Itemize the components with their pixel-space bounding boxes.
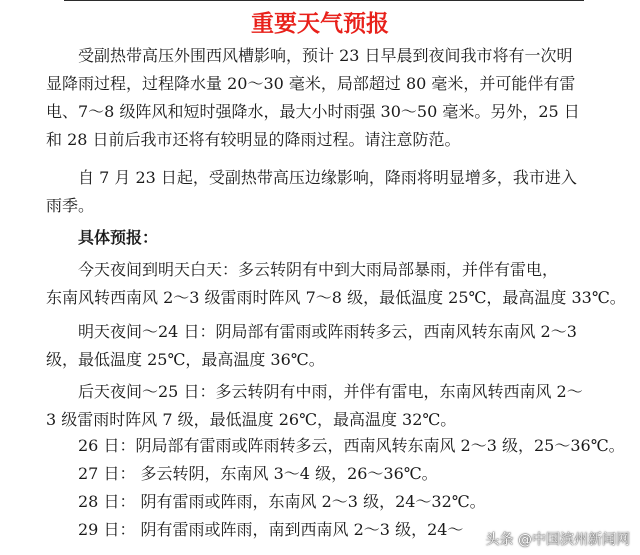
paragraph-line: 和 28 日前后我市还将有较明显的降雨过程。请注意防范。 [46,130,461,149]
top-divider [64,0,584,1]
daily-forecast-26: 26 日：阴局部有雷雨或阵雨转多云，西南风转东南风 2～3 级，25～36℃。 [78,436,625,455]
search-icon [468,530,482,548]
section-heading: 具体预报： [78,228,159,247]
daily-forecast-28: 28 日： 阴有雷雨或阵雨，东南风 2～3 级，24～32℃。 [78,492,486,511]
paragraph-line: 自 7 月 23 日起，受副热带高压边缘影响，降雨将明显增多，我市进入 [78,168,577,187]
paragraph-line: 雨季。 [46,196,95,215]
watermark-text: 头条 @中国滨州新闻网 [485,532,630,548]
forecast-line: 级，最低温度 25℃，最高温度 36℃。 [46,350,325,369]
paragraph-line: 电、7～8 级阵风和短时强降水，最大小时雨强 30～50 毫米。另外，25 日 [46,102,580,121]
paragraph-line: 受副热带高压外围西风槽影响，预计 23 日早晨到夜间我市将有一次明 [78,46,573,65]
daily-forecast-27: 27 日： 多云转阴，东南风 3～4 级，26～36℃。 [78,464,438,483]
forecast-line: 3 级雷雨时阵风 7 级，最低温度 26℃，最高温度 32℃。 [46,410,457,429]
forecast-line: 明天夜间～24 日：阴局部有雷雨或阵雨转多云，西南风转东南风 2～3 [78,322,577,341]
watermark [468,529,630,549]
page-title: 重要天气预报 [251,11,389,37]
forecast-line: 后天夜间～25 日：多云转阴有中雨，并伴有雷电，东南风转西南风 2～ [78,382,583,401]
daily-forecast-29: 29 日： 阴有雷雨或阵雨，南到西南风 2～3 级，24～ [78,520,464,539]
forecast-line: 今天夜间到明天白天：多云转阴有中到大雨局部暴雨，并伴有雷电， [78,260,559,279]
paragraph-line: 显降雨过程，过程降水量 20～30 毫米，局部超过 80 毫米，并可能伴有雷 [46,74,576,93]
forecast-line: 东南风转西南风 2～3 级雷雨时阵风 7～8 级，最低温度 25℃，最高温度 33℃。 [46,288,626,307]
